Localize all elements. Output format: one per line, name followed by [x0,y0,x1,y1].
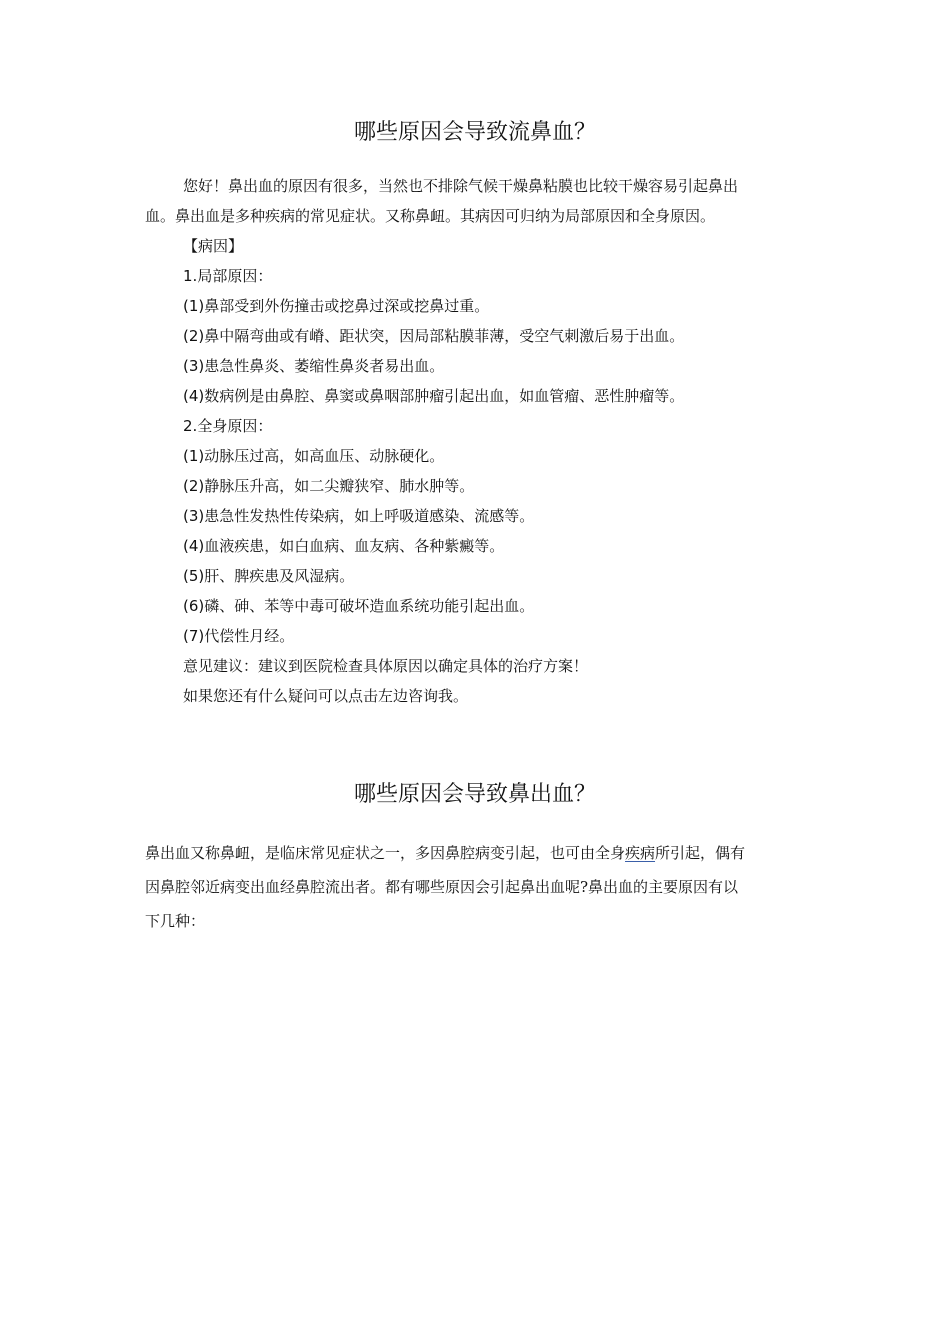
section2-title: 哪些原因会导致鼻出血？ [353,782,596,807]
systemic-item-text: 血液疾患，如白血病、血友病、各种紫癜等。 [204,537,505,555]
local-cause-heading-text: 局部原因： [197,267,273,285]
systemic-item-num: (6) [183,597,205,615]
systemic-item-num: (5) [183,567,205,585]
local-item-text: 患急性鼻炎、萎缩性鼻炎者易出血。 [204,357,445,375]
local-cause-num: 1. [183,267,198,285]
systemic-item-text: 肝、脾疾患及风湿病。 [204,567,355,585]
systemic-item-num: (7) [183,627,205,645]
systemic-item-num: (3) [183,507,205,525]
local-item-num: (3) [183,357,205,375]
local-item [183,326,684,346]
systemic-item-num: (2) [183,477,205,495]
systemic-item [183,626,294,646]
systemic-item-num: (1) [183,447,205,465]
local-item [183,296,489,316]
local-item-num: (4) [183,387,205,405]
local-item [183,356,444,376]
local-item [183,386,684,406]
intro-line-2: 血。鼻出血是多种疾病的常见症状。又称鼻衄。其病因可归纳为局部原因和全身原因。 [145,207,716,225]
local-item-text: 鼻中隔弯曲或有嵴、距状突，因局部粘膜菲薄，受空气刺激后易于出血。 [204,327,685,345]
intro-line-1: 您好！鼻出血的原因有很多，当然也不排除气候干燥鼻粘膜也比较干燥容易引起鼻出 [183,177,739,195]
systemic-item [183,446,444,466]
paragraph-text: 所引起，偶有 [655,844,746,862]
section2-paragraph-line-3: 下几种： [145,912,206,930]
systemic-cause-heading [183,416,272,436]
local-item-num: (1) [183,297,205,315]
systemic-item-text: 代偿性月经。 [204,627,295,645]
contact-text: 如果您还有什么疑问可以点击左边咨询我。 [183,687,469,705]
local-item-num: (2) [183,327,205,345]
systemic-item [183,566,354,586]
systemic-item-text: 磷、砷、苯等中毒可破坏造血系统功能引起出血。 [204,597,535,615]
systemic-item-text: 患急性发热性传染病，如上呼吸道感染、流感等。 [204,507,535,525]
systemic-cause-num: 2. [183,417,198,435]
section2-paragraph-line-1 [145,843,745,863]
systemic-cause-heading-text: 全身原因： [197,417,273,435]
section1-title: 哪些原因会导致流鼻血？ [353,120,596,145]
local-cause-heading [183,266,272,286]
advice-text: 意见建议：建议到医院检查具体原因以确定具体的治疗方案！ [183,657,589,675]
section2-paragraph-line-2: 因鼻腔邻近病变出血经鼻腔流出者。都有哪些原因会引起鼻出血呢?鼻出血的主要原因有以 [145,878,739,896]
systemic-item [183,476,474,496]
cause-header: 【病因】 [183,237,244,255]
local-item-text: 鼻部受到外伤撞击或挖鼻过深或挖鼻过重。 [204,297,490,315]
systemic-item [183,536,504,556]
systemic-item [183,506,534,526]
local-item-text: 数病例是由鼻腔、鼻窦或鼻咽部肿瘤引起出血，如血管瘤、恶性肿瘤等。 [204,387,685,405]
paragraph-text: 鼻出血又称鼻衄，是临床常见症状之一，多因鼻腔病变引起，也可由全身 [145,844,626,862]
disease-link[interactable]: 疾病 [625,844,656,862]
systemic-item [183,596,534,616]
systemic-item-text: 静脉压升高，如二尖瓣狭窄、肺水肿等。 [204,477,475,495]
systemic-item-text: 动脉压过高，如高血压、动脉硬化。 [204,447,445,465]
systemic-item-num: (4) [183,537,205,555]
